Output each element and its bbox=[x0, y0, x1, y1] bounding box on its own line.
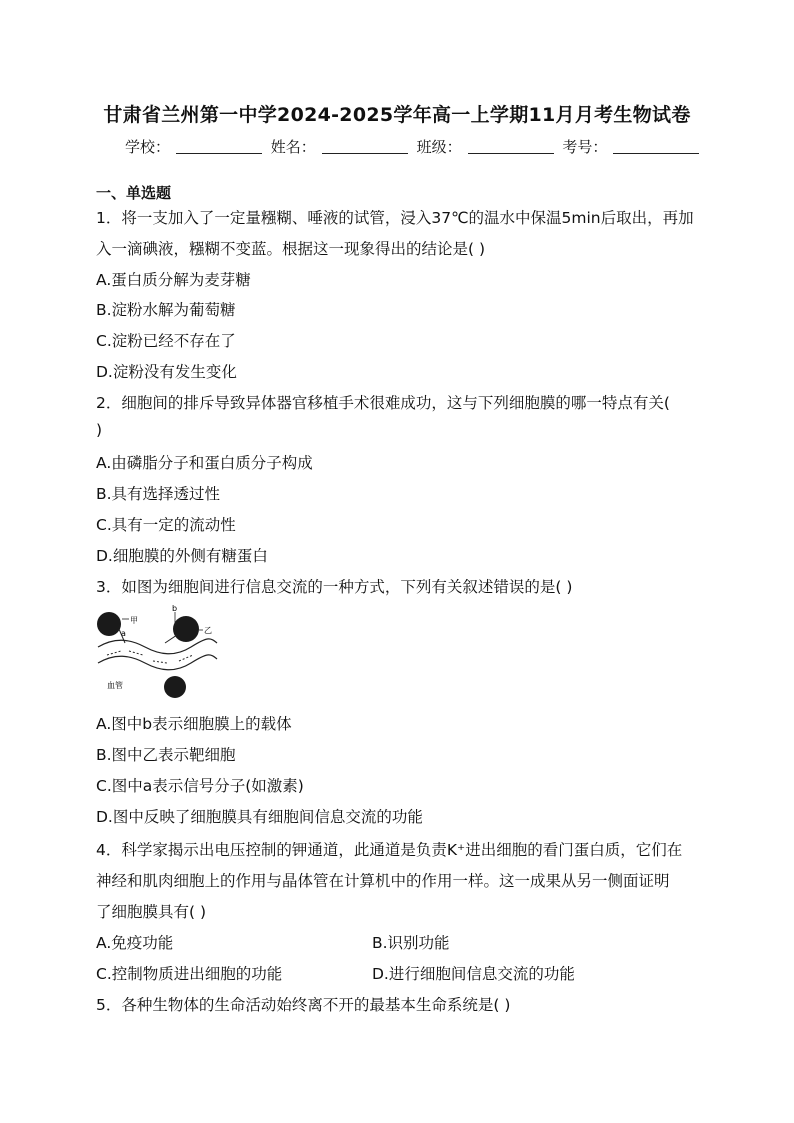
label-vessel: 血管 bbox=[107, 681, 123, 690]
vessel-wall-lower bbox=[98, 655, 217, 670]
q4-stem-line1: 4．科学家揭示出电压控制的钾通道，此通道是负责K⁺进出细胞的看门蛋白质，它们在 bbox=[96, 841, 683, 859]
q4-stem-line2: 神经和肌肉细胞上的作用与晶体管在计算机中的作用一样。这一成果从另一侧面证明 bbox=[96, 872, 670, 890]
q4-option-b[interactable]: B.识别功能 bbox=[372, 934, 450, 952]
q1-stem-line1: 1．将一支加入了一定量糨糊、唾液的试管，浸入37℃的温水中保温5min后取出，再加 bbox=[96, 209, 694, 227]
label-a: a bbox=[121, 629, 126, 638]
name-label: 姓名： bbox=[270, 138, 316, 156]
exam-number-label: 考号： bbox=[562, 138, 608, 156]
q3-option-a[interactable]: A.图中b表示细胞膜上的载体 bbox=[96, 715, 292, 733]
q4-option-a[interactable]: A.免疫功能 bbox=[96, 934, 174, 952]
q2-option-b[interactable]: B.具有选择透过性 bbox=[96, 485, 221, 503]
exam-number-blank[interactable] bbox=[613, 139, 699, 154]
q2-option-a[interactable]: A.由磷脂分子和蛋白质分子构成 bbox=[96, 454, 313, 472]
q1-option-a[interactable]: A.蛋白质分解为麦芽糖 bbox=[96, 271, 251, 289]
q1-option-b[interactable]: B.淀粉水解为葡萄糖 bbox=[96, 301, 236, 319]
q4-option-c[interactable]: C.控制物质进出细胞的功能 bbox=[96, 965, 283, 983]
q1-option-c[interactable]: C.淀粉已经不存在了 bbox=[96, 332, 236, 350]
cell-yi bbox=[173, 616, 199, 642]
q3-option-c[interactable]: C.图中a表示信号分子(如激素) bbox=[96, 777, 304, 795]
q3-stem: 3．如图为细胞间进行信息交流的一种方式，下列有关叙述错误的是( ) bbox=[96, 578, 573, 596]
cell-signaling-figure bbox=[95, 603, 220, 698]
section-title: 一、单选题 bbox=[96, 184, 172, 202]
q1-option-d[interactable]: D.淀粉没有发生变化 bbox=[96, 363, 237, 381]
cell-bottom bbox=[164, 676, 186, 698]
school-blank[interactable] bbox=[176, 139, 262, 154]
label-b: b bbox=[172, 604, 178, 613]
q4-stem-line3: 了细胞膜具有( ) bbox=[96, 903, 207, 921]
class-blank[interactable] bbox=[468, 139, 554, 154]
q2-stem-line2: ) bbox=[96, 421, 103, 439]
q2-option-c[interactable]: C.具有一定的流动性 bbox=[96, 516, 236, 534]
q1-stem-line2: 入一滴碘液，糨糊不变蓝。根据这一现象得出的结论是( ) bbox=[96, 240, 486, 258]
exam-title: 甘肃省兰州第一中学2024-2025学年高一上学期11月月考生物试卷 bbox=[103, 104, 691, 126]
name-blank[interactable] bbox=[322, 139, 408, 154]
q4-option-d[interactable]: D.进行细胞间信息交流的功能 bbox=[372, 965, 575, 983]
q2-stem-line1: 2．细胞间的排斥导致异体器官移植手术很难成功，这与下列细胞膜的哪一特点有关( bbox=[96, 394, 670, 412]
vessel-wall-upper bbox=[98, 639, 217, 654]
label-jia: 甲 bbox=[130, 616, 138, 625]
label-yi: 乙 bbox=[204, 626, 212, 635]
q3-option-d[interactable]: D.图中反映了细胞膜具有细胞间信息交流的功能 bbox=[96, 808, 423, 826]
q3-option-b[interactable]: B.图中乙表示靶细胞 bbox=[96, 746, 236, 764]
q5-stem: 5．各种生物体的生命活动始终离不开的最基本生命系统是( ) bbox=[96, 996, 511, 1014]
cell-jia bbox=[97, 612, 121, 636]
class-label: 班级： bbox=[416, 138, 462, 156]
student-info-row bbox=[125, 136, 703, 157]
school-label: 学校： bbox=[125, 138, 171, 156]
receptor-arrow bbox=[165, 635, 177, 643]
q2-option-d[interactable]: D.细胞膜的外侧有糖蛋白 bbox=[96, 547, 268, 565]
